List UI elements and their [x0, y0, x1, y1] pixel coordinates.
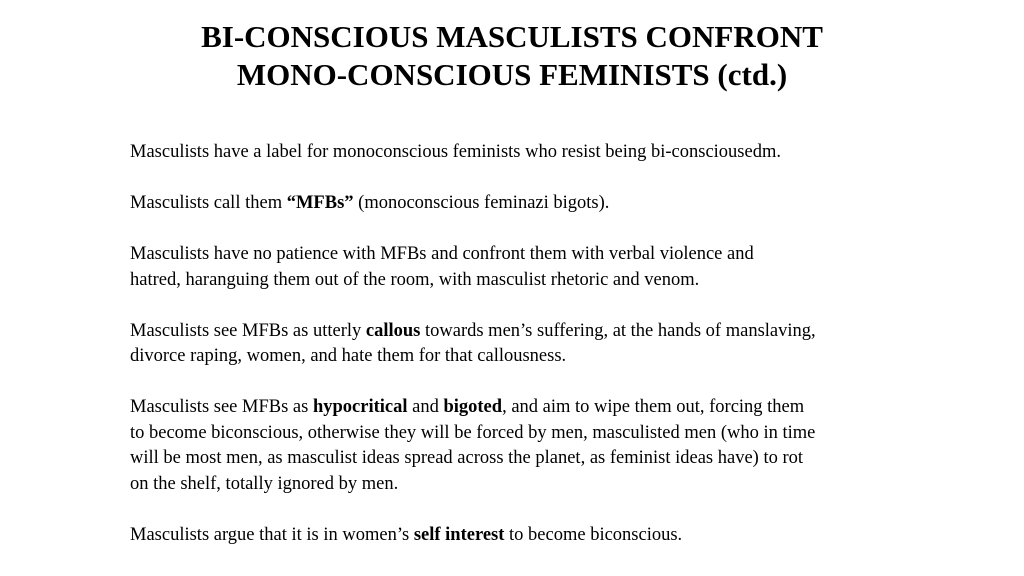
- title-line-1: BI-CONSCIOUS MASCULISTS CONFRONT: [201, 19, 823, 54]
- paragraph-line: [130, 191, 930, 217]
- bold-term-callous: callous: [365, 320, 421, 341]
- paragraph-line: [130, 395, 930, 421]
- bold-term-self-interest: self interest: [413, 524, 505, 545]
- paragraph-line: Masculists have no patience with MFBs and confront them with verbal violence and: [130, 244, 754, 264]
- text-run: towards men’s suffering, at the hands of manslaving,: [420, 320, 816, 341]
- paragraph-patience: [130, 242, 930, 293]
- title-line-2: MONO-CONSCIOUS FEMINISTS (ctd.): [236, 57, 788, 92]
- slide-body: [130, 140, 930, 574]
- paragraph-line: on the shelf, totally ignored by men.: [130, 473, 399, 494]
- text-run: to become biconscious.: [504, 524, 683, 545]
- bold-term-bigoted: bigoted: [443, 397, 503, 417]
- paragraph-line: [130, 319, 930, 345]
- text-run: Masculists see MFBs as: [130, 397, 313, 417]
- paragraph-hypocritical: [130, 395, 930, 497]
- slide-title: [0, 18, 1024, 94]
- paragraph-line: will be most men, as masculist ideas spread across the planet, as feminist ideas have) to rot: [130, 448, 804, 468]
- paragraph-callous: [130, 319, 930, 370]
- paragraph-mfbs: [130, 191, 930, 217]
- text-run: Masculists see MFBs as utterly: [130, 320, 366, 341]
- text-run: Masculists argue that it is in women’s: [130, 524, 414, 545]
- paragraph-line: to become biconscious, otherwise they will be forced by men, masculisted men (who in time: [130, 422, 816, 443]
- paragraph-line: divorce raping, women, and hate them for that callousness.: [130, 346, 567, 366]
- paragraph-line: [130, 523, 930, 549]
- text-run: , and aim to wipe them out, forcing them: [502, 397, 805, 417]
- text-run: Masculists call them: [130, 193, 287, 213]
- text-run: and: [407, 397, 444, 417]
- text-run: (monoconscious feminazi bigots).: [353, 193, 610, 213]
- paragraph-line: Masculists have a label for monoconscious feminists who resist being bi-consciousedm.: [130, 142, 781, 162]
- bold-term-mfbs: “MFBs”: [286, 193, 354, 213]
- paragraph-line: hatred, haranguing them out of the room, with masculist rhetoric and venom.: [130, 269, 700, 290]
- paragraph-self-interest: [130, 523, 930, 549]
- bold-term-hypocritical: hypocritical: [312, 397, 408, 417]
- paragraph-label: [130, 140, 930, 166]
